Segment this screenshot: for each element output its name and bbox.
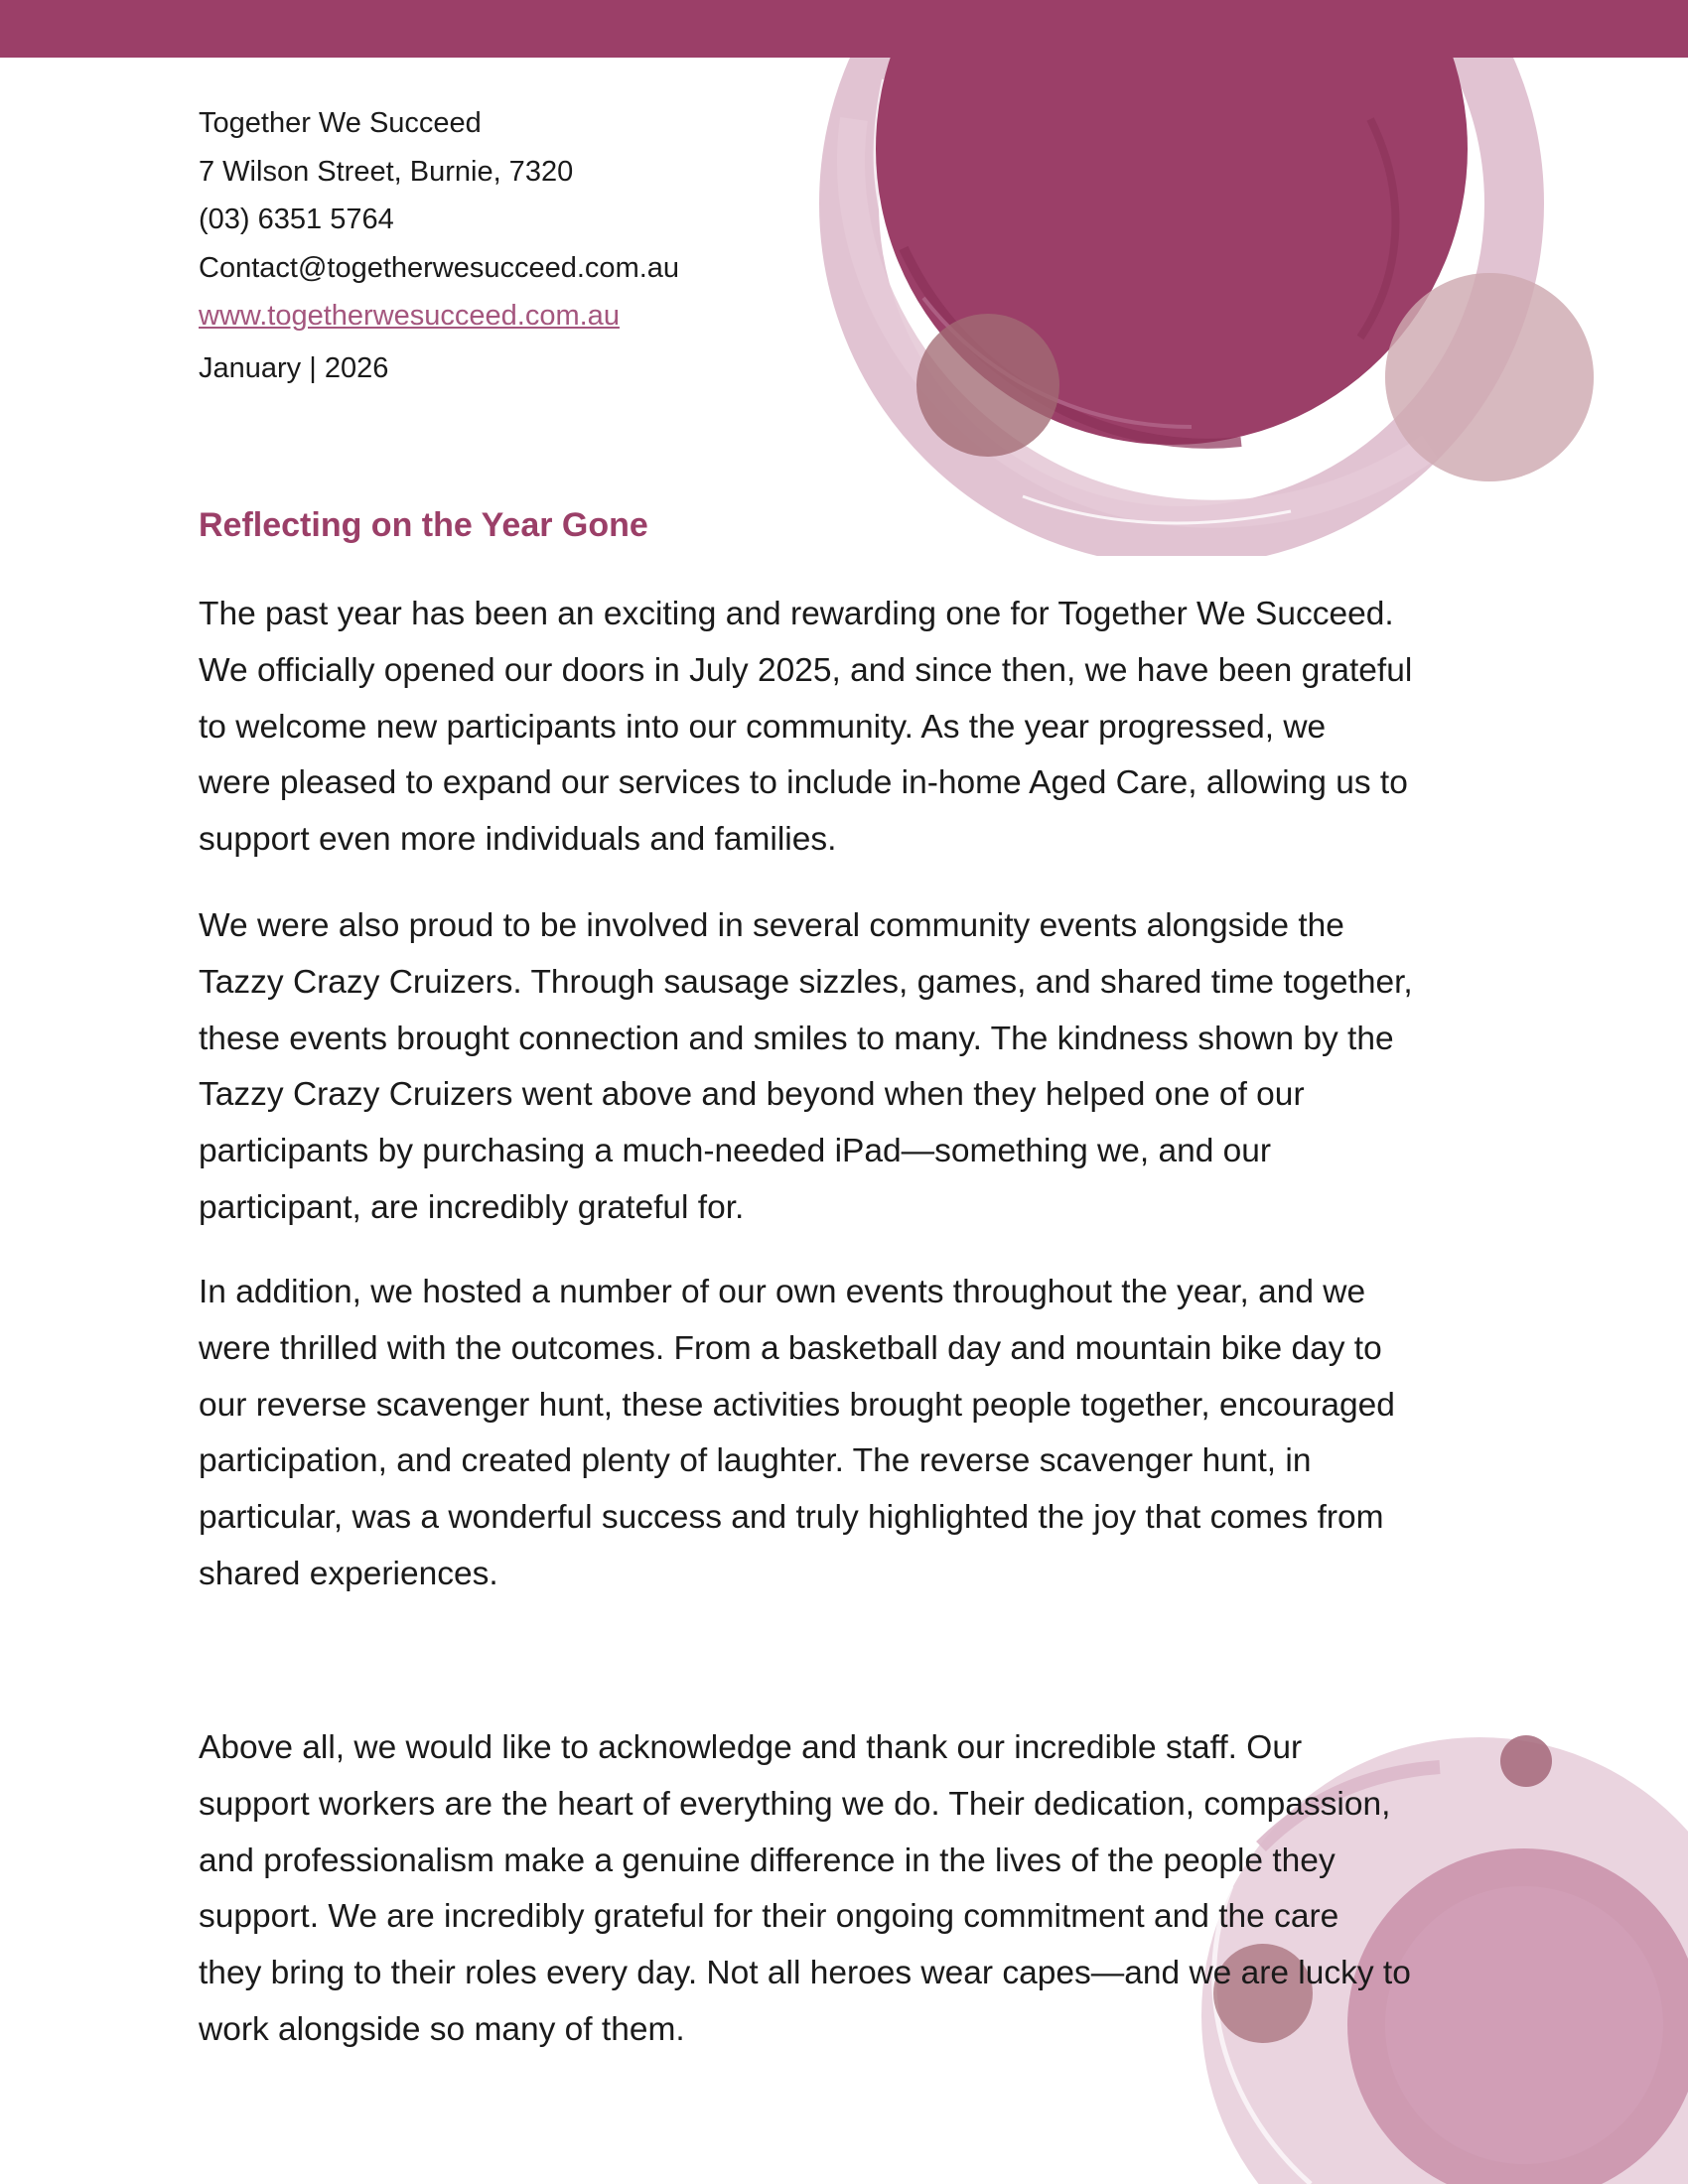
paragraph-line: support. We are incredibly grateful for their ongoing commitment and the care <box>199 1898 1339 1936</box>
paragraph-line: Above all, we would like to acknowledge and thank our incredible staff. Our <box>199 1729 1303 1766</box>
paragraph-line: support even more individuals and families. <box>199 821 837 859</box>
paragraph-line: We officially opened our doors in July 2025, and since then, we have been grateful <box>199 651 1413 689</box>
letter-heading: Reflecting on the Year Gone <box>199 506 648 544</box>
phone-number: (03) 6351 5764 <box>199 204 394 235</box>
paragraph-line: our reverse scavenger hunt, these activities brought people together, encouraged <box>199 1386 1395 1424</box>
paragraph-line: support workers are the heart of everything we do. Their dedication, compassion, <box>199 1785 1391 1823</box>
paragraph-4 <box>199 1720 1509 2059</box>
address: 7 Wilson Street, Burnie, 7320 <box>199 155 574 188</box>
paragraph-line: work alongside so many of them. <box>199 2010 685 2048</box>
org-name: Together We Succeed <box>199 107 482 139</box>
paragraph-line: participants by purchasing a much-needed iPad—something we, and our <box>199 1133 1272 1170</box>
paragraph-line: participant, are incredibly grateful for. <box>199 1188 745 1226</box>
paragraph-line: We were also proud to be involved in several community events alongside the <box>199 907 1344 944</box>
paragraph-line: and professionalism make a genuine difference in the lives of the people they <box>199 1842 1336 1879</box>
top-banner-bar <box>0 0 1688 58</box>
paragraph-line: these events brought connection and smiles to many. The kindness shown by the <box>199 1020 1394 1057</box>
paragraph-3 <box>199 1265 1509 1603</box>
paragraph-line: In addition, we hosted a number of our own events throughout the year, and we <box>199 1274 1366 1310</box>
paragraph-line: were thrilled with the outcomes. From a basketball day and mountain bike day to <box>199 1329 1382 1367</box>
email-address: Contact@togetherwesucceed.com.au <box>199 251 680 284</box>
paragraph-1 <box>199 587 1509 869</box>
paragraph-line: participation, and created plenty of laughter. The reverse scavenger hunt, in <box>199 1442 1312 1480</box>
paragraph-line: particular, was a wonderful success and truly highlighted the joy that comes from <box>199 1499 1384 1537</box>
paragraph-line: Tazzy Crazy Cruizers. Through sausage sizzles, games, and shared time together, <box>199 963 1413 1001</box>
paragraph-line: to welcome new participants into our community. As the year progressed, we <box>199 708 1327 746</box>
paragraph-line: shared experiences. <box>199 1555 498 1592</box>
website-link[interactable]: www.togetherwesucceed.com.au <box>199 300 620 332</box>
paragraph-line: Tazzy Crazy Cruizers went above and beyond when they helped one of our <box>199 1076 1305 1114</box>
letter-date: January | 2026 <box>199 351 389 384</box>
paragraph-line: they bring to their roles every day. Not all heroes wear capes—and we are lucky to <box>199 1955 1411 1992</box>
paragraph-2 <box>199 898 1509 1237</box>
paragraph-line: The past year has been an exciting and rewarding one for Together We Succeed. <box>199 596 1394 632</box>
paragraph-line: were pleased to expand our services to include in-home Aged Care, allowing us to <box>199 764 1408 802</box>
sender-contact-block <box>199 99 1509 392</box>
